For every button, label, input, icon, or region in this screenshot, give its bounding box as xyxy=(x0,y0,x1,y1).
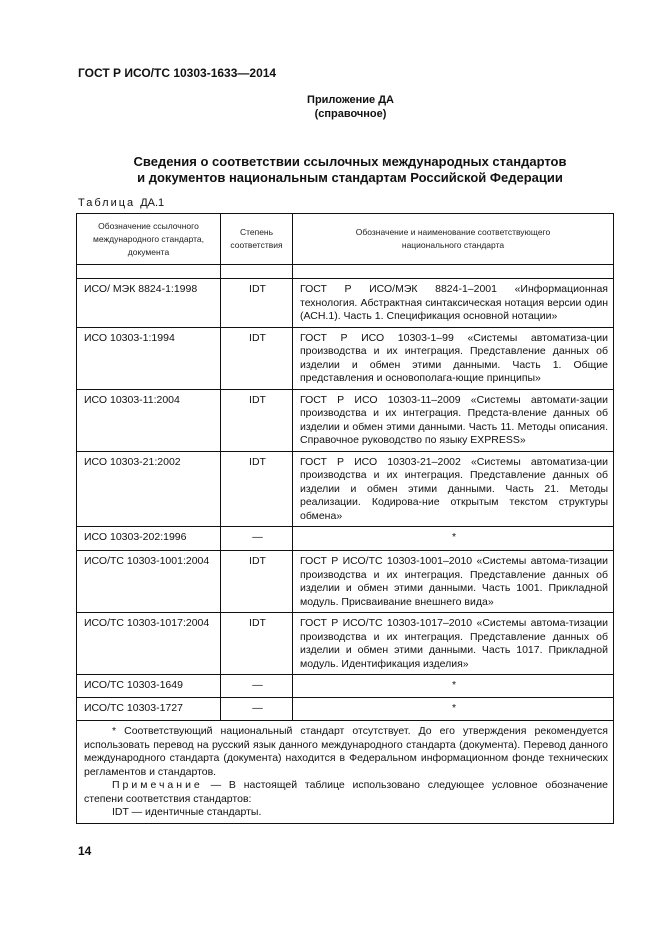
table-row xyxy=(77,451,614,527)
cell-intl: ИСО/ТС 10303-1017:2004 xyxy=(77,613,221,675)
cell-degree: IDT xyxy=(221,327,293,389)
appendix-heading xyxy=(0,93,661,121)
note-label: Примечание xyxy=(112,779,203,791)
cell-national: ГОСТ Р ИСО/МЭК 8824-1–2001 «Информационная технология. Абстрактная синтаксическая нотация версии один (АСН.1). Часть 1. Спецификация основной нотации» xyxy=(293,279,614,328)
header-intl-standard xyxy=(77,214,221,265)
table-row xyxy=(77,613,614,675)
note-item: IDT — идентичные стандарты. xyxy=(112,806,262,818)
cell-national: ГОСТ Р ИСО 10303-11–2009 «Системы автомати-зации производства и их интеграция. Предста-вление данных об изделии и обмен этими данными. Часть 11. Методы описания. Справочное руководство по языку EXPRESS» xyxy=(293,389,614,451)
table-caption xyxy=(78,197,164,209)
header-degree-line2: соответствия xyxy=(230,240,283,250)
note xyxy=(84,779,608,806)
cell-degree: — xyxy=(221,527,293,551)
cell-national: * xyxy=(293,698,614,721)
cell-degree: IDT xyxy=(221,279,293,328)
section-title-line1: Сведения о соответствии ссылочных международных стандартов xyxy=(133,154,567,169)
appendix-title: Приложение ДА xyxy=(307,94,394,106)
cell-national: ГОСТ Р ИСО 10303-21–2002 «Системы автоматиза-ции производства и их интеграция. Представление данных об изделии и обмен этими данными. Часть 21. Методы реализации. Кодирова-ние открытым текстом структуры обмена» xyxy=(293,451,614,527)
table-row xyxy=(77,527,614,551)
table-row xyxy=(77,389,614,451)
cell-degree: IDT xyxy=(221,613,293,675)
cell-national: * xyxy=(293,527,614,551)
cell-intl: ИСО/ТС 10303-1649 xyxy=(77,675,221,698)
table-row xyxy=(77,327,614,389)
header-degree xyxy=(221,214,293,265)
spacer-cell xyxy=(293,265,614,279)
cell-degree: — xyxy=(221,675,293,698)
page-number: 14 xyxy=(78,844,92,858)
header-national-line1: Обозначение и наименование соответствующего xyxy=(355,227,551,237)
note-text: — В настоящей таблице использовано следующее условное обозначение степени соответствия стандартов: xyxy=(84,779,608,805)
table-caption-label: Таблица xyxy=(78,197,136,209)
cell-intl: ИСО 10303-11:2004 xyxy=(77,389,221,451)
cell-intl: ИСО 10303-21:2002 xyxy=(77,451,221,527)
header-national-standard xyxy=(293,214,614,265)
cell-national: ГОСТ Р ИСО 10303-1–99 «Системы автоматиза-ции производства и их интеграция. Представление данных об изделии и обмен этими данными. Часть 1. Общие представления и основополага-ющие принципы» xyxy=(293,327,614,389)
cell-intl: ИСО/ МЭК 8824-1:1998 xyxy=(77,279,221,328)
table-row xyxy=(77,698,614,721)
cell-intl: ИСО 10303-1:1994 xyxy=(77,327,221,389)
header-intl-line1: Обозначение ссылочного xyxy=(98,220,199,231)
table-row xyxy=(77,279,614,328)
header-national-line2: национального стандарта xyxy=(401,240,505,250)
table-header-row xyxy=(77,214,614,265)
cell-national: ГОСТ Р ИСО/ТС 10303-1017–2010 «Системы автома-тизации производства и их интеграция. Представление данных об изделии и обмен этими данными. Часть 1017. Прикладной модуль. Идентификация изделия» xyxy=(293,613,614,675)
cell-degree: IDT xyxy=(221,551,293,613)
cell-intl: ИСО/ТС 10303-1001:2004 xyxy=(77,551,221,613)
footnote: * Соответствующий национальный стандарт отсутствует. До его утверждения рекомендуется использовать перевод на русский язык данного международного стандарта (документа). Перевод данного международного стандарта (документа) находится в Федеральном информационном фонде технических регламентов и стандартов. xyxy=(84,725,608,778)
document-code: ГОСТ Р ИСО/ТС 10303-1633—2014 xyxy=(78,66,277,80)
appendix-subtitle: (справочное) xyxy=(314,108,387,120)
table-caption-number: ДА.1 xyxy=(140,197,165,209)
spacer-cell xyxy=(221,265,293,279)
table-row xyxy=(77,551,614,613)
spacer-cell xyxy=(77,265,221,279)
section-title xyxy=(80,154,620,186)
header-degree-line1: Степень xyxy=(239,227,274,237)
cell-national: * xyxy=(293,675,614,698)
cell-degree: IDT xyxy=(221,389,293,451)
cell-national: ГОСТ Р ИСО/ТС 10303-1001–2010 «Системы автома-тизации производства и их интеграция. Представление данных об изделии и обмен этими данными. Часть 1001. Прикладной модуль. Присваивание внешнего вида» xyxy=(293,551,614,613)
header-intl-line3: документа xyxy=(127,246,170,257)
correspondence-table xyxy=(76,213,614,824)
table-row xyxy=(77,675,614,698)
header-spacer-row xyxy=(77,265,614,279)
cell-degree: IDT xyxy=(221,451,293,527)
table-footer xyxy=(77,721,614,824)
cell-intl: ИСО 10303-202:1996 xyxy=(77,527,221,551)
header-intl-line2: международного стандарта, xyxy=(92,233,205,244)
cell-intl: ИСО/ТС 10303-1727 xyxy=(77,698,221,721)
cell-degree: — xyxy=(221,698,293,721)
table-footer-row xyxy=(77,721,614,824)
section-title-line2: и документов национальным стандартам Российской Федерации xyxy=(137,170,563,185)
